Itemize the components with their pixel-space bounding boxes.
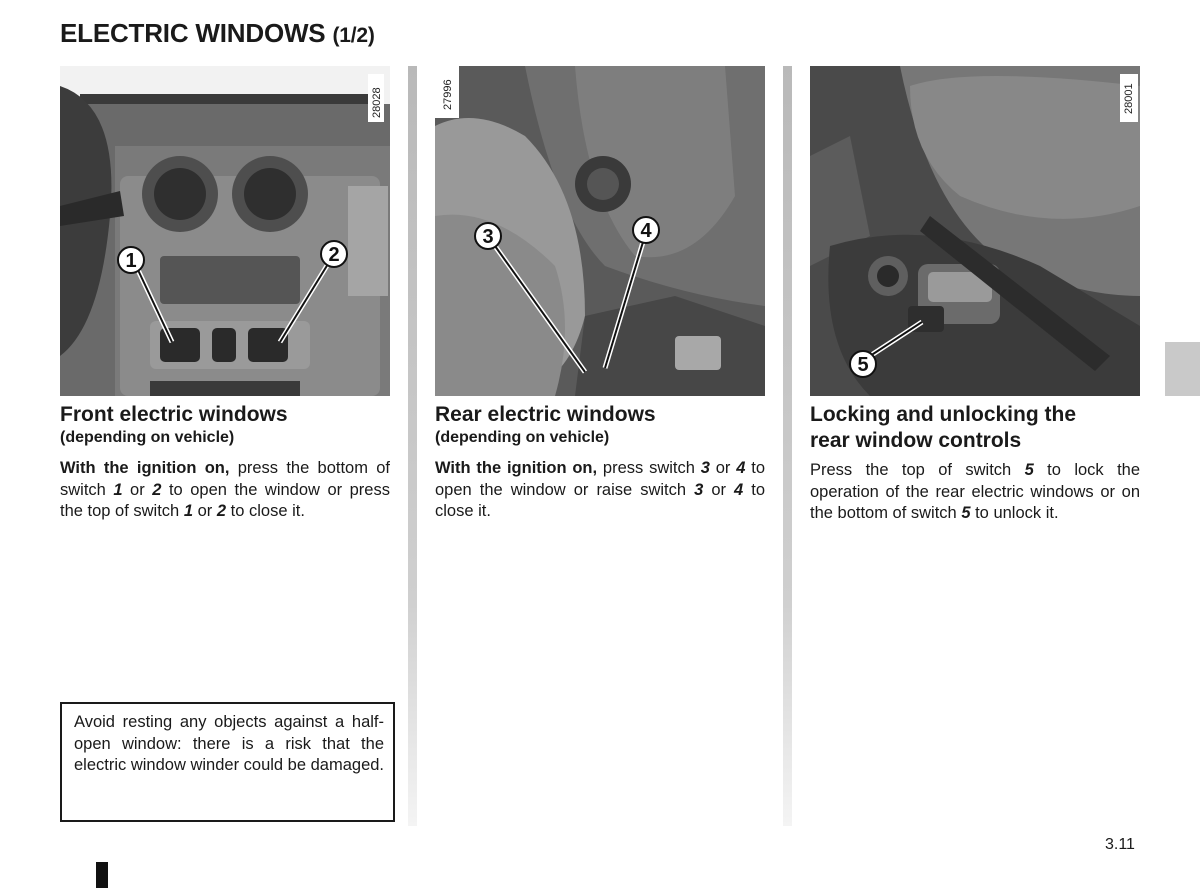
switch-number: 1 <box>113 480 123 499</box>
switch-number: 5 <box>961 504 971 522</box>
body-text: press the bottom of switch <box>60 459 390 499</box>
body-text: or <box>703 480 735 499</box>
heading-line: rear window controls <box>810 429 1022 452</box>
section-rear-windows <box>435 402 765 523</box>
warning-box: Avoid resting any objects against a half-open window: there is a risk that the electric window winder could be damaged. <box>60 702 395 822</box>
column-divider <box>783 66 792 826</box>
page-number: 3.11 <box>1105 836 1135 853</box>
body-text: or <box>709 459 737 477</box>
body-text: to lock the operation of the rear electric windows or on the bottom of switch <box>810 461 1141 522</box>
callout-5: 5 <box>857 354 869 376</box>
photo-rear-switches <box>435 66 765 396</box>
section-subheading: (depending on vehicle) <box>60 429 235 446</box>
section-locking <box>810 402 1140 525</box>
switch-number: 4 <box>734 480 744 499</box>
chapter-tab <box>1165 342 1200 396</box>
photo-reference-number: 28001 <box>1123 83 1135 114</box>
callout-1: 1 <box>125 250 137 272</box>
section-heading: Front electric windows <box>60 403 288 426</box>
body-text: to close it. <box>226 502 305 520</box>
body-text: Press the top of switch <box>810 461 1025 479</box>
switch-number: 3 <box>694 480 704 499</box>
body-text: to open the window or press the top of switch <box>60 480 390 520</box>
column-divider <box>408 66 417 826</box>
heading-line: Locking and unlocking the <box>810 403 1077 426</box>
callout-2: 2 <box>328 244 340 266</box>
switch-number: 5 <box>1024 461 1034 479</box>
photo-locking-switch <box>810 66 1140 396</box>
switch-number: 3 <box>700 459 710 477</box>
page-title-text: ELECTRIC WINDOWS <box>60 18 326 48</box>
section-subheading: (depending on vehicle) <box>435 429 610 446</box>
switch-number: 2 <box>216 502 227 520</box>
page-part-indicator: (1/2) <box>332 24 375 47</box>
photo-reference-number: 27996 <box>442 79 454 110</box>
callout-3: 3 <box>482 226 494 248</box>
photo-front-switches <box>60 66 390 396</box>
section-heading: Rear electric windows <box>435 403 656 426</box>
section-body <box>60 458 390 523</box>
body-text: to open the window or raise switch <box>435 459 765 499</box>
body-text: or <box>193 502 217 520</box>
page-title <box>60 18 375 49</box>
corner-mark <box>96 862 108 888</box>
body-text: or <box>122 480 153 499</box>
photo-reference-number: 28028 <box>371 87 383 118</box>
switch-number: 2 <box>152 480 162 499</box>
body-text: press switch <box>597 459 701 477</box>
callout-4: 4 <box>640 220 652 242</box>
section-front-windows <box>60 402 390 523</box>
switch-number: 4 <box>736 459 746 477</box>
body-text: to unlock it. <box>970 504 1059 522</box>
section-body <box>810 460 1140 525</box>
lead-text: With the ignition on, <box>435 459 598 477</box>
lead-text: With the ignition on, <box>60 459 230 477</box>
body-text: to close it. <box>435 480 766 520</box>
switch-number: 1 <box>183 502 194 520</box>
section-heading <box>810 402 1140 454</box>
section-body <box>435 458 765 523</box>
